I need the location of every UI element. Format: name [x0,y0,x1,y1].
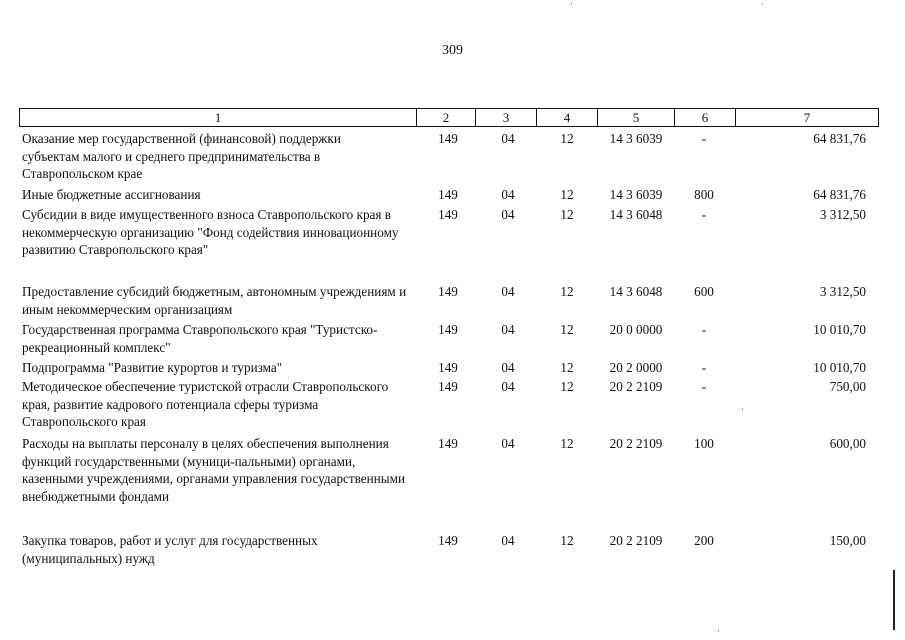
row-col-3: 04 [501,360,515,375]
row-col-4: 12 [560,360,574,375]
row-col-5: 14 3 6048 [609,207,663,222]
row-col-2: 149 [438,207,458,222]
row-name: Иные бюджетные ассигнования [22,187,201,202]
row-name: Субсидии в виде имущественного взноса Ставропольского края в некоммерческую организацию "Фонд содействия инновационному развитию Ставропольского края" [22,207,399,258]
row-col-2: 149 [438,322,458,337]
row-col-2: 149 [438,187,458,202]
row-col-6: - [701,322,707,337]
row-col-3: 04 [501,207,515,222]
header-col-3: 3 [476,109,537,127]
row-col-4: 12 [560,436,574,451]
row-col-5: 20 2 2109 [609,436,663,451]
row-col-5: 20 2 2109 [609,379,663,394]
row-col-4: 12 [560,207,574,222]
header-col-6: 6 [675,109,736,127]
row-col-7: 150,00 [829,533,866,548]
row-col-4: 12 [560,379,574,394]
row-col-6: - [701,131,707,146]
row-col-6: - [701,379,707,394]
row-col-6: 100 [694,436,714,451]
table-row [19,378,871,438]
header-col-2: 2 [417,109,476,127]
row-col-5: 14 3 6039 [609,131,663,146]
row-col-7: 750,00 [829,379,866,394]
scan-speck [571,3,572,4]
row-name: Оказание мер государственной (финансовой) поддержки субъектам малого и среднего предпринимательства в Ставропольском крае [22,131,341,182]
header-col-5: 5 [598,109,675,127]
row-col-7: 64 831,76 [813,131,866,146]
row-col-4: 12 [560,533,574,548]
row-col-2: 149 [438,379,458,394]
row-col-2: 149 [438,284,458,299]
row-col-2: 149 [438,131,458,146]
row-col-3: 04 [501,187,515,202]
table-row [19,532,871,592]
row-col-5: 14 3 6039 [609,187,663,202]
row-col-3: 04 [501,131,515,146]
row-col-5: 14 3 6048 [609,284,663,299]
row-name: Закупка товаров, работ и услуг для государственных (муниципальных) нужд [22,533,318,566]
scan-speck [718,630,719,631]
row-col-2: 149 [438,533,458,548]
row-name: Предоставление субсидий бюджетным, автономным учреждениям и иным некоммерческим организациям [22,284,407,317]
header-col-1: 1 [20,109,417,127]
table-header [19,108,879,127]
row-name: Подпрограмма "Развитие курортов и туризма" [22,360,283,375]
page-number: 309 [442,43,463,58]
row-col-7: 3 312,50 [819,207,866,222]
row-col-3: 04 [501,436,515,451]
scan-edge-line [893,570,895,630]
row-col-2: 149 [438,360,458,375]
row-col-6: - [701,360,707,375]
scan-speck [762,4,763,5]
row-col-7: 10 010,70 [813,322,866,337]
row-col-3: 04 [501,379,515,394]
table-row [19,206,871,266]
row-name: Методическое обеспечение туристской отрасли Ставропольского края, развитие кадрового потенциала сферы туризма Ставропольского края [22,379,389,430]
row-col-6: 200 [694,533,714,548]
row-col-3: 04 [501,284,515,299]
row-col-6: 600 [694,284,714,299]
row-col-4: 12 [560,322,574,337]
scan-speck [742,409,743,410]
row-col-3: 04 [501,322,515,337]
row-col-2: 149 [438,436,458,451]
row-col-4: 12 [560,284,574,299]
row-name: Расходы на выплаты персоналу в целях обеспечения выполнения функций государственными (муници-пальными) органами, казенными учреждениями, органами управления государственными внебюджетными фондами [22,436,406,504]
row-col-7: 10 010,70 [813,360,866,375]
row-name: Государственная программа Ставропольского края "Туристско-рекреационный комплекс" [22,322,378,355]
row-col-7: 64 831,76 [813,187,866,202]
table-row [19,130,871,190]
row-col-4: 12 [560,187,574,202]
header-col-4: 4 [537,109,598,127]
row-col-4: 12 [560,131,574,146]
row-col-3: 04 [501,533,515,548]
row-col-7: 3 312,50 [819,284,866,299]
header-col-7: 7 [736,109,879,127]
row-col-6: - [701,207,707,222]
row-col-5: 20 2 0000 [609,360,663,375]
row-col-5: 20 2 2109 [609,533,663,548]
row-col-6: 800 [694,187,714,202]
row-col-7: 600,00 [829,436,866,451]
table-row [19,435,871,504]
row-col-5: 20 0 0000 [609,322,663,337]
